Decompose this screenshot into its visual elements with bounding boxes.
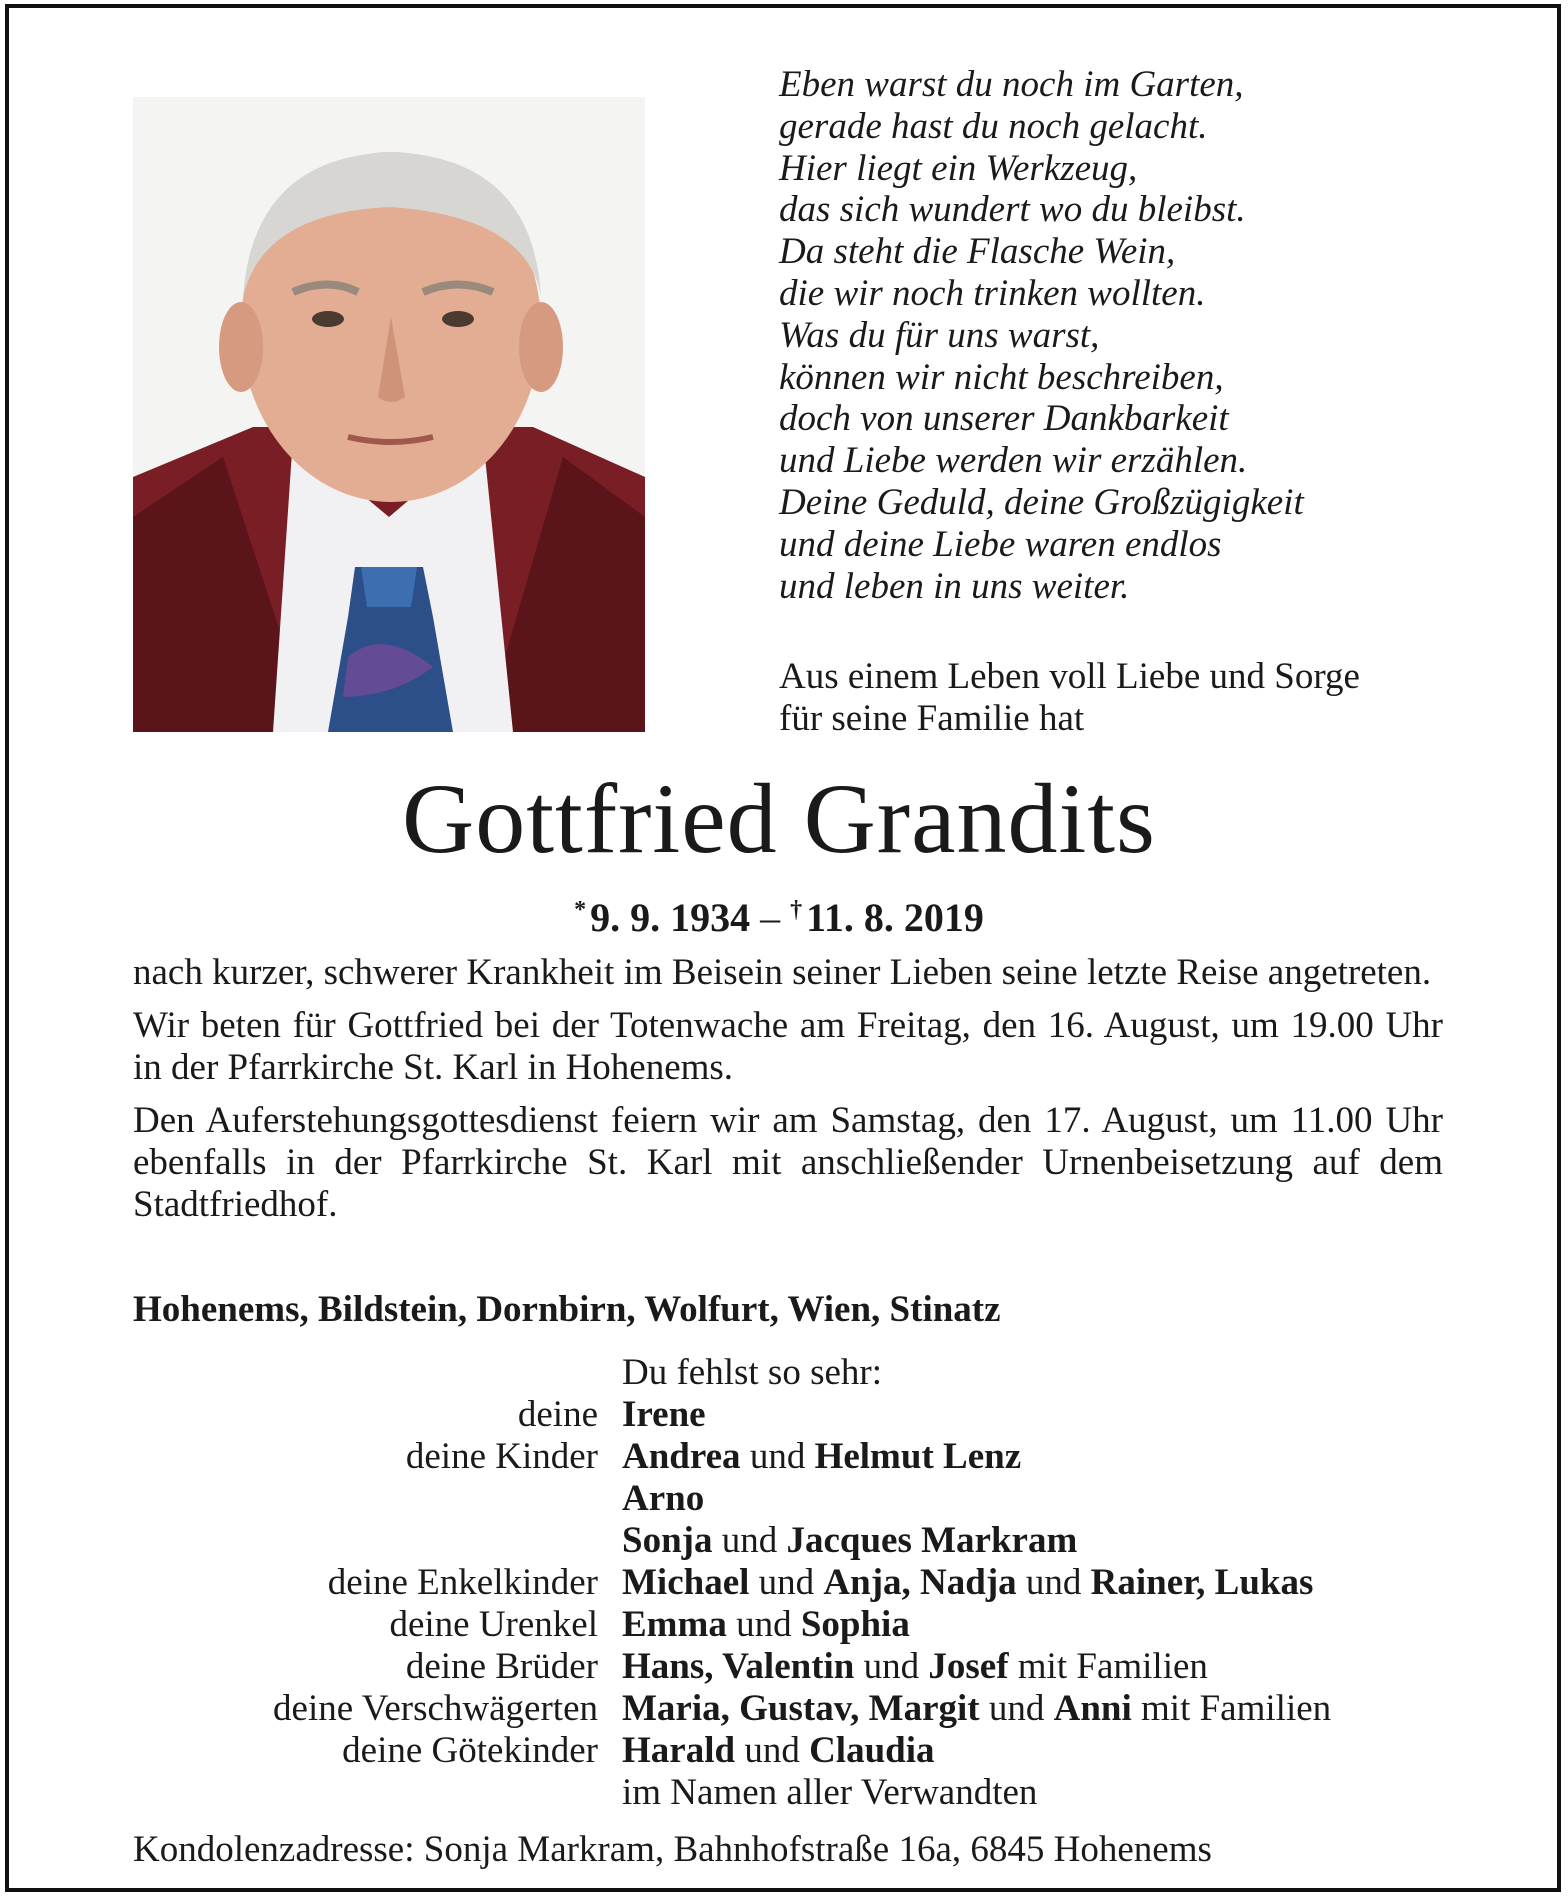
poem-line: Was du für uns warst,: [779, 314, 1100, 356]
family-row: [133, 1646, 1453, 1688]
death-symbol: †: [790, 897, 803, 923]
relation-label: deine: [517, 1394, 598, 1435]
relative-name: Andrea: [622, 1436, 741, 1477]
relative-name: Josef: [928, 1646, 1009, 1687]
poem-line: und Liebe werden wir erzählen.: [779, 440, 1248, 482]
relative-name: Anni: [1053, 1688, 1132, 1729]
family-row: [133, 1394, 1453, 1436]
poem: [779, 64, 1479, 607]
family-rows: [133, 1394, 1453, 1772]
relative-name: Claudia: [809, 1730, 935, 1771]
relation-label: [133, 1478, 598, 1520]
intro-line: für seine Familie hat: [779, 698, 1085, 739]
poem-line: das sich wundert wo du bleibst.: [779, 189, 1246, 231]
announcement-paragraph: nach kurzer, schwerer Krankheit im Beisein seiner Lieben seine letzte Reise angetreten.: [133, 952, 1432, 993]
name-connector: und: [740, 1436, 815, 1477]
wake-paragraph: Wir beten für Gottfried bei der Totenwache am Freitag, den 16. August, um 19.00 Uhr in der Pfarrkirche St. Karl in Hohenems.: [133, 1005, 1443, 1088]
name-connector: mit Familien: [1131, 1688, 1332, 1729]
relative-name: Harald: [622, 1730, 736, 1771]
condolence-address: Kondolenzadresse: Sonja Markram, Bahnhofstraße 16a, 6845 Hohenems: [133, 1829, 1212, 1870]
announcement-text: [133, 952, 1443, 1237]
relative-name: Irene: [622, 1394, 706, 1435]
obituary-frame: [5, 4, 1561, 1892]
poem-line: und deine Liebe waren endlos: [779, 523, 1222, 565]
life-dates: [9, 886, 1549, 942]
name-connector: und: [712, 1520, 787, 1561]
family-row: [133, 1730, 1453, 1772]
relative-names: [622, 1688, 1331, 1730]
name-connector: und: [735, 1730, 810, 1771]
poem-line: Deine Geduld, deine Großzügigkeit: [779, 481, 1304, 523]
relative-name: Sophia: [800, 1604, 910, 1645]
name-connector: mit Familien: [1008, 1646, 1208, 1687]
relation-label: [133, 1520, 598, 1562]
relative-name: Anja, Nadja: [823, 1562, 1017, 1603]
name-connector: und: [1016, 1562, 1091, 1603]
service-paragraph: Den Auferstehungsgottesdienst feiern wir am Samstag, den 17. August, um 11.00 Uhr ebenfalls in der Pfarrkirche St. Karl mit anschließender Urnenbeisetzung auf dem Stadtfriedhof.: [133, 1100, 1443, 1225]
portrait-photo: [133, 97, 645, 732]
relation-label: deine Kinder: [405, 1436, 598, 1477]
relation-label: deine Urenkel: [389, 1604, 598, 1645]
relative-names: [622, 1478, 704, 1520]
name-connector: und: [979, 1688, 1054, 1729]
family-row: [133, 1604, 1453, 1646]
poem-line: können wir nicht beschreiben,: [779, 356, 1224, 398]
places-line: Hohenems, Bildstein, Dornbirn, Wolfurt, Wien, Stinatz: [133, 1289, 1001, 1330]
family-row: [133, 1562, 1453, 1604]
relation-label: deine Verschwägerten: [273, 1688, 598, 1729]
relative-name: Emma: [622, 1604, 727, 1645]
relative-names: [622, 1730, 935, 1772]
relation-label: deine Brüder: [405, 1646, 598, 1687]
poem-line: Hier liegt ein Werkzeug,: [779, 147, 1138, 189]
name-connector: und: [749, 1562, 824, 1603]
relative-names: [622, 1604, 910, 1646]
relative-name: Hans, Valentin: [622, 1646, 855, 1687]
family-row: [133, 1520, 1453, 1562]
family-row: [133, 1478, 1453, 1520]
deceased-name: Gottfried Grandits: [402, 763, 1156, 874]
name-connector: und: [726, 1604, 801, 1645]
relative-name: Jacques Markram: [786, 1520, 1078, 1561]
poem-line: gerade hast du noch gelacht.: [779, 105, 1208, 147]
date-separator: –: [760, 895, 781, 940]
family-heading-row: [133, 1352, 1453, 1394]
intro-line: Aus einem Leben voll Liebe und Sorge: [779, 656, 1360, 697]
family-list: [133, 1352, 1453, 1814]
poem-line: Da steht die Flasche Wein,: [779, 231, 1176, 273]
family-heading: Du fehlst so sehr:: [622, 1352, 882, 1393]
portrait-illustration: [133, 97, 645, 732]
relative-name: Sonja: [622, 1520, 713, 1561]
family-row: [133, 1436, 1453, 1478]
poem-line: doch von unserer Dankbarkeit: [779, 398, 1229, 440]
relation-label: deine Götekinder: [342, 1730, 598, 1771]
poem-line: die wir noch trinken wollten.: [779, 272, 1206, 314]
relative-names: [622, 1436, 1021, 1478]
relative-names: [622, 1646, 1208, 1688]
relative-name: Arno: [622, 1478, 705, 1519]
relation-label: deine Enkelkinder: [327, 1562, 598, 1603]
family-closing-row: [133, 1772, 1453, 1814]
relative-names: [622, 1562, 1313, 1604]
birth-date: 9. 9. 1934: [590, 895, 751, 940]
relative-name: Michael: [622, 1562, 750, 1603]
birth-symbol: *: [574, 897, 587, 923]
relative-name: Rainer, Lukas: [1090, 1562, 1314, 1603]
name-connector: und: [854, 1646, 929, 1687]
intro-text: [779, 656, 1499, 740]
relative-names: [622, 1520, 1077, 1562]
death-date: 11. 8. 2019: [806, 895, 984, 940]
family-closing: im Namen aller Verwandten: [622, 1772, 1038, 1813]
relative-name: Maria, Gustav, Margit: [622, 1688, 980, 1729]
relative-names: [622, 1394, 706, 1436]
relative-name: Helmut Lenz: [814, 1436, 1022, 1477]
family-row: [133, 1688, 1453, 1730]
poem-line: und leben in uns weiter.: [779, 565, 1130, 607]
poem-line: Eben warst du noch im Garten,: [779, 64, 1244, 105]
